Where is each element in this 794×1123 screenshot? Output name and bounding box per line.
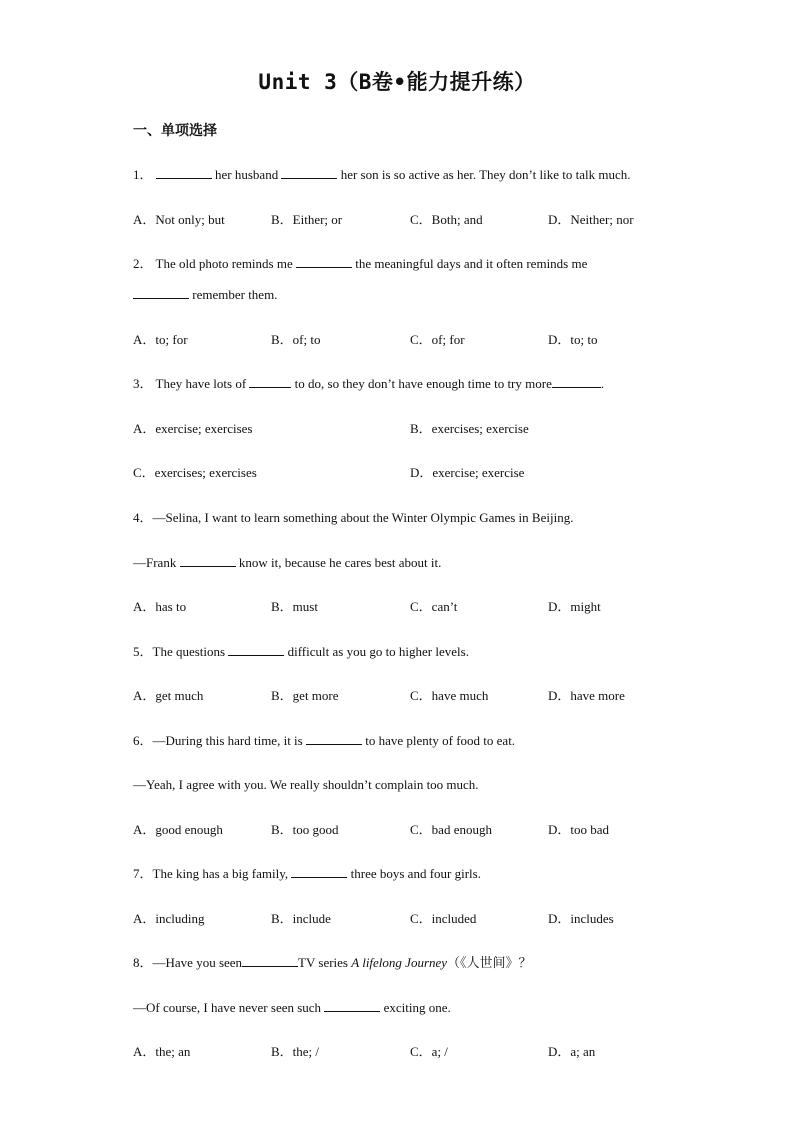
option-a[interactable]: A．exercise; exercises bbox=[133, 421, 253, 436]
question-text: They have lots of bbox=[155, 376, 247, 391]
question-4 bbox=[133, 509, 573, 527]
option-a[interactable]: A．including bbox=[133, 911, 205, 926]
series-title: A lifelong Journey bbox=[351, 955, 448, 970]
question-3 bbox=[133, 375, 604, 393]
question-number: 1． bbox=[133, 167, 153, 182]
question-2-continued bbox=[133, 286, 277, 304]
option-b[interactable]: B．too good bbox=[271, 822, 339, 837]
question-number: 5． bbox=[133, 644, 153, 659]
answer-blank bbox=[156, 166, 212, 179]
question-5 bbox=[133, 643, 469, 661]
option-d[interactable]: D．to; to bbox=[548, 332, 598, 347]
option-d[interactable]: D．Neither; nor bbox=[548, 212, 634, 227]
option-a[interactable]: A．good enough bbox=[133, 822, 223, 837]
option-b[interactable]: B．get more bbox=[271, 688, 339, 703]
question-text: —Of course, I have never seen such bbox=[133, 1000, 322, 1015]
option-b[interactable]: B．the; / bbox=[271, 1044, 320, 1059]
answer-blank bbox=[306, 732, 362, 745]
question-text: three boys and four girls. bbox=[350, 866, 481, 881]
question-2 bbox=[133, 255, 587, 273]
option-a[interactable]: A．the; an bbox=[133, 1044, 191, 1059]
question-text: her son is so active as her. They don’t like to talk much. bbox=[340, 167, 631, 182]
question-text: TV series bbox=[298, 955, 352, 970]
question-text: difficult as you go to higher levels. bbox=[287, 644, 469, 659]
option-d[interactable]: D．exercise; exercise bbox=[410, 465, 525, 480]
option-c[interactable]: C．have much bbox=[410, 688, 489, 703]
option-b[interactable]: B．Either; or bbox=[271, 212, 343, 227]
question-text: —Have you seen bbox=[152, 955, 243, 970]
option-d[interactable]: D．a; an bbox=[548, 1044, 596, 1059]
option-a[interactable]: A．has to bbox=[133, 599, 187, 614]
question-text: The questions bbox=[152, 644, 226, 659]
option-b[interactable]: B．exercises; exercise bbox=[410, 421, 529, 436]
option-d[interactable]: D．too bad bbox=[548, 822, 610, 837]
question-text: The old photo reminds me bbox=[155, 256, 293, 271]
question-text: exciting one. bbox=[383, 1000, 451, 1015]
question-number: 3． bbox=[133, 376, 153, 391]
option-c[interactable]: C．included bbox=[410, 911, 477, 926]
question-number: 6． bbox=[133, 733, 153, 748]
question-1 bbox=[133, 166, 631, 184]
answer-blank bbox=[249, 375, 291, 388]
question-text: —Selina, I want to learn something about the Winter Olympic Games in Beijing. bbox=[152, 510, 574, 525]
answer-blank bbox=[296, 255, 352, 268]
option-a[interactable]: A．Not only; but bbox=[133, 212, 225, 227]
answer-blank bbox=[324, 999, 380, 1012]
option-c[interactable]: C．can’t bbox=[410, 599, 458, 614]
option-b[interactable]: B．of; to bbox=[271, 332, 321, 347]
question-text: the meaningful days and it often reminds me bbox=[355, 256, 588, 271]
question-number: 4． bbox=[133, 510, 153, 525]
question-number: 7． bbox=[133, 866, 153, 881]
option-c[interactable]: C．Both; and bbox=[410, 212, 483, 227]
answer-blank bbox=[228, 643, 284, 656]
question-text: —During this hard time, it is bbox=[152, 733, 303, 748]
question-text: to do, so they don’t have enough time to try more bbox=[294, 376, 552, 391]
answer-blank bbox=[291, 865, 347, 878]
question-text: . bbox=[600, 376, 605, 391]
question-text: —Frank bbox=[133, 555, 177, 570]
page-title: Unit 3（B卷•能力提升练） bbox=[258, 70, 536, 94]
question-8 bbox=[133, 954, 532, 972]
question-text: her husband bbox=[215, 167, 279, 182]
answer-blank bbox=[180, 554, 236, 567]
option-d[interactable]: D．includes bbox=[548, 911, 614, 926]
option-a[interactable]: A．get much bbox=[133, 688, 204, 703]
question-text: remember them. bbox=[192, 287, 278, 302]
answer-blank bbox=[242, 954, 298, 967]
question-number: 2． bbox=[133, 256, 153, 271]
option-a[interactable]: A．to; for bbox=[133, 332, 188, 347]
question-text: —Yeah, I agree with you. We really shouldn’t complain too much. bbox=[133, 777, 479, 792]
question-text: to have plenty of food to eat. bbox=[365, 733, 516, 748]
question-7 bbox=[133, 865, 481, 883]
question-6 bbox=[133, 732, 515, 750]
question-6-continued bbox=[133, 776, 479, 794]
option-c[interactable]: C．a; / bbox=[410, 1044, 448, 1059]
question-4-continued bbox=[133, 554, 441, 572]
option-c[interactable]: C．exercises; exercises bbox=[133, 465, 257, 480]
section-heading: 一、单项选择 bbox=[133, 123, 217, 139]
question-text: know it, because he cares best about it. bbox=[238, 555, 442, 570]
question-8-continued bbox=[133, 999, 451, 1017]
answer-blank bbox=[552, 375, 601, 388]
question-text: （《人世间》？ bbox=[447, 955, 532, 970]
option-d[interactable]: D．might bbox=[548, 599, 601, 614]
option-b[interactable]: B．must bbox=[271, 599, 318, 614]
answer-blank bbox=[133, 286, 189, 299]
option-c[interactable]: C．bad enough bbox=[410, 822, 492, 837]
question-number: 8． bbox=[133, 955, 153, 970]
answer-blank bbox=[281, 166, 337, 179]
option-d[interactable]: D．have more bbox=[548, 688, 625, 703]
question-text: The king has a big family, bbox=[152, 866, 289, 881]
option-b[interactable]: B．include bbox=[271, 911, 331, 926]
option-c[interactable]: C．of; for bbox=[410, 332, 465, 347]
